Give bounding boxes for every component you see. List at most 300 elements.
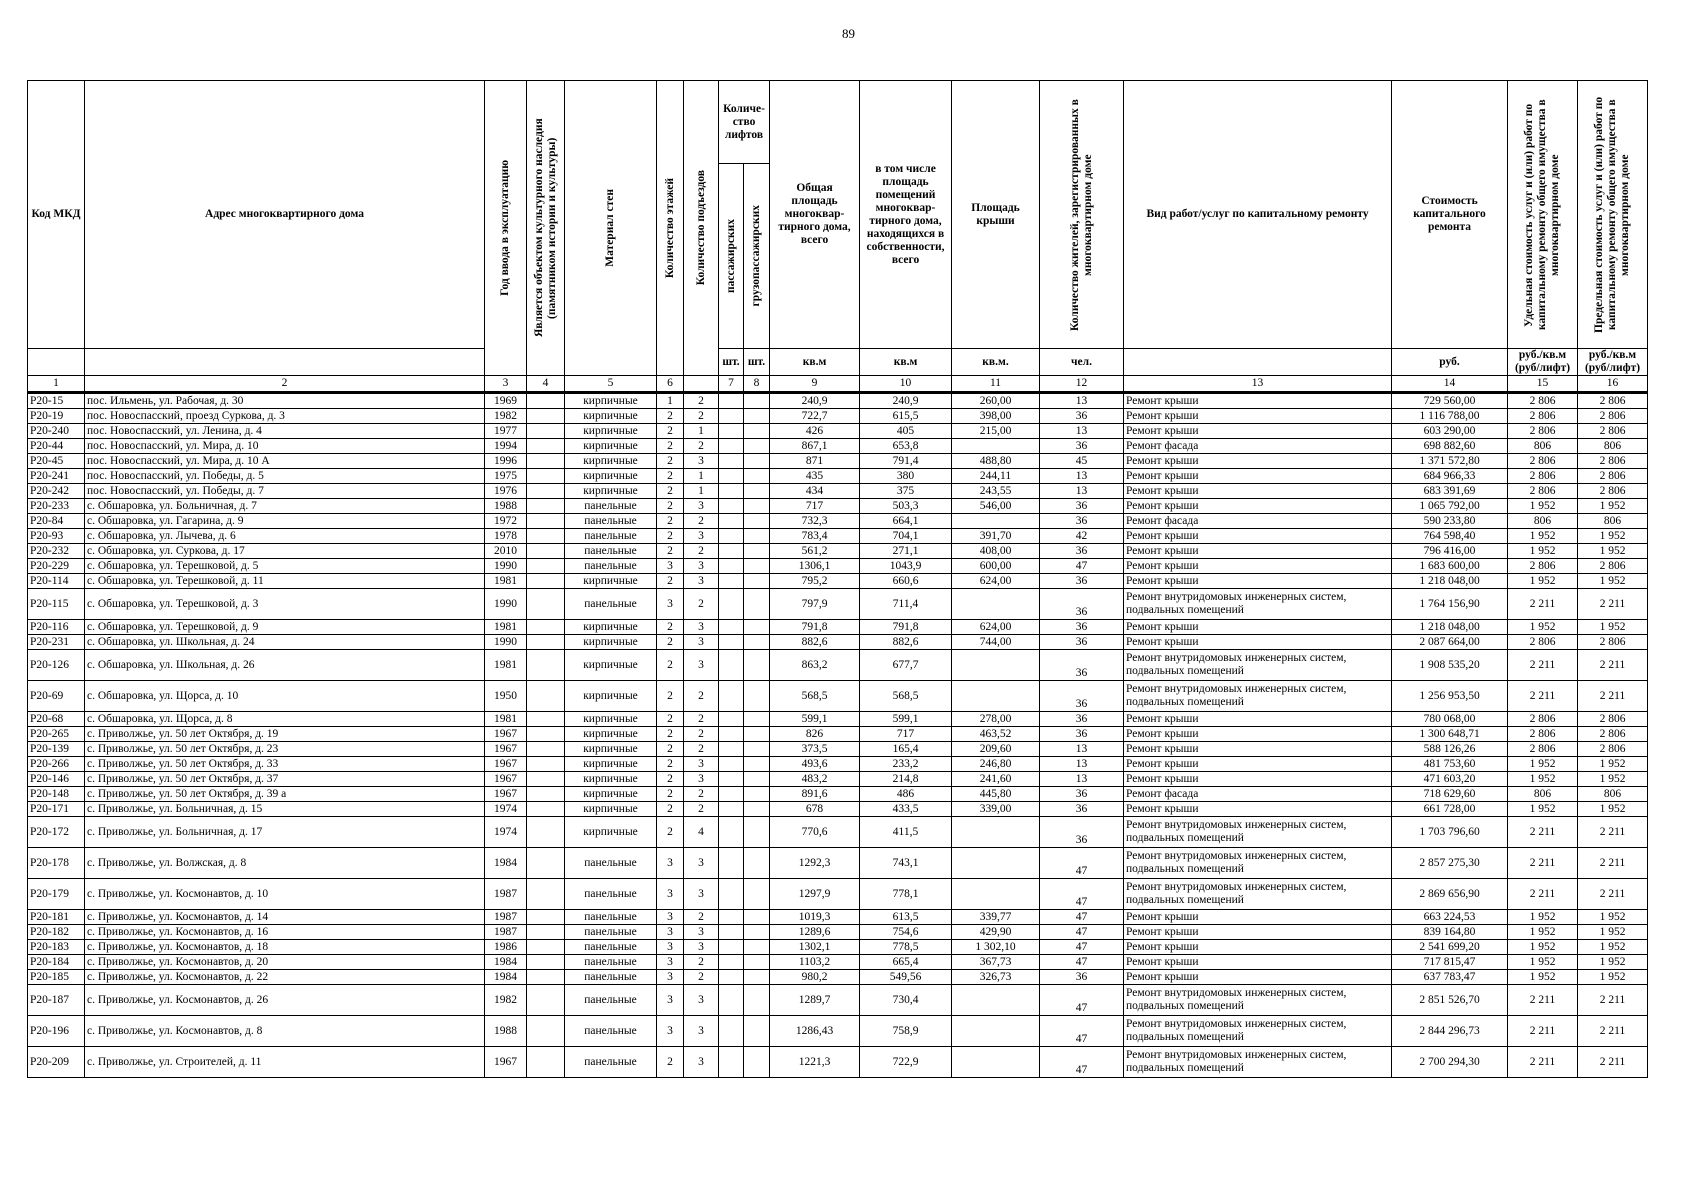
cell-lifts-cargo	[744, 970, 770, 985]
cell-residents: 47	[1040, 985, 1124, 1016]
cell-material: кирпичные	[565, 787, 657, 802]
cell-entrances: 3	[684, 757, 719, 772]
cell-work-type: Ремонт крыши	[1124, 772, 1392, 787]
cell-roof-area: 398,00	[952, 409, 1040, 424]
cell-roof-area	[952, 817, 1040, 848]
col-number: 16	[1578, 376, 1648, 393]
cell-floors: 3	[657, 559, 684, 574]
cell-floors: 3	[657, 1016, 684, 1047]
table-row	[28, 970, 1648, 985]
cell-material: кирпичные	[565, 620, 657, 635]
table-row	[28, 925, 1648, 940]
table-row	[28, 514, 1648, 529]
cell-address: пос. Ильмень, ул. Рабочая, д. 30	[85, 393, 485, 409]
cell-address: с. Приволжье, ул. 50 лет Октября, д. 39 а	[85, 787, 485, 802]
cell-material: кирпичные	[565, 742, 657, 757]
col-number: 10	[860, 376, 952, 393]
cell-max-cost: 1 952	[1578, 499, 1648, 514]
cell-lifts-pass	[719, 650, 744, 681]
cell-work-type: Ремонт фасада	[1124, 514, 1392, 529]
cell-heritage	[527, 817, 565, 848]
cell-roof-area: 600,00	[952, 559, 1040, 574]
cell-unit-cost: 2 806	[1508, 727, 1578, 742]
cell-heritage	[527, 424, 565, 439]
cell-area-owned: 165,4	[860, 742, 952, 757]
cell-address: с. Приволжье, ул. Космонавтов, д. 14	[85, 910, 485, 925]
cell-roof-area: 241,60	[952, 772, 1040, 787]
cell-area-owned: 615,5	[860, 409, 952, 424]
cell-max-cost: 2 806	[1578, 469, 1648, 484]
cell-heritage	[527, 514, 565, 529]
cell-material: кирпичные	[565, 574, 657, 589]
cell-address: с. Обшаровка, ул. Суркова, д. 17	[85, 544, 485, 559]
cell-lifts-pass	[719, 925, 744, 940]
cell-area-owned: 405	[860, 424, 952, 439]
col-number: 13	[1124, 376, 1392, 393]
cell-area-total: 863,2	[770, 650, 860, 681]
cell-area-owned: 660,6	[860, 574, 952, 589]
cell-unit-cost: 806	[1508, 439, 1578, 454]
cell-code: Р20-182	[28, 925, 85, 940]
cell-code: Р20-187	[28, 985, 85, 1016]
cell-unit-cost: 2 806	[1508, 409, 1578, 424]
cell-cost: 1 683 600,00	[1392, 559, 1508, 574]
cell-area-total: 434	[770, 484, 860, 499]
cell-lifts-cargo	[744, 559, 770, 574]
cell-roof-area	[952, 514, 1040, 529]
cell-cost: 1 218 048,00	[1392, 620, 1508, 635]
cell-residents: 36	[1040, 499, 1124, 514]
cell-year: 2010	[485, 544, 527, 559]
cell-year: 1981	[485, 712, 527, 727]
table-row	[28, 469, 1648, 484]
cell-cost: 590 233,80	[1392, 514, 1508, 529]
unit-lifts-pass: шт.	[719, 349, 744, 376]
table-row	[28, 529, 1648, 544]
cell-heritage	[527, 802, 565, 817]
cell-work-type: Ремонт крыши	[1124, 574, 1392, 589]
cell-heritage	[527, 1047, 565, 1078]
cell-lifts-cargo	[744, 910, 770, 925]
cell-year: 1967	[485, 727, 527, 742]
cell-heritage	[527, 910, 565, 925]
table-row	[28, 635, 1648, 650]
cell-unit-cost: 2 211	[1508, 848, 1578, 879]
cell-lifts-pass	[719, 787, 744, 802]
cell-work-type: Ремонт внутридомовых инженерных систем, подвальных помещений	[1124, 650, 1392, 681]
cell-max-cost: 2 806	[1578, 635, 1648, 650]
cell-entrances: 4	[684, 817, 719, 848]
cell-area-owned: 214,8	[860, 772, 952, 787]
cell-cost: 1 256 953,50	[1392, 681, 1508, 712]
cell-address: пос. Новоспасский, ул. Победы, д. 5	[85, 469, 485, 484]
cell-work-type: Ремонт крыши	[1124, 742, 1392, 757]
cell-floors: 2	[657, 727, 684, 742]
cell-lifts-pass	[719, 484, 744, 499]
cell-code: Р20-84	[28, 514, 85, 529]
table-row	[28, 787, 1648, 802]
cell-work-type: Ремонт крыши	[1124, 727, 1392, 742]
cell-heritage	[527, 848, 565, 879]
cell-year: 1982	[485, 985, 527, 1016]
cell-cost: 1 764 156,90	[1392, 589, 1508, 620]
cell-year: 1984	[485, 848, 527, 879]
cell-max-cost: 2 806	[1578, 559, 1648, 574]
cell-heritage	[527, 620, 565, 635]
cell-area-total: 826	[770, 727, 860, 742]
cell-work-type: Ремонт крыши	[1124, 925, 1392, 940]
unit-area-owned: кв.м	[860, 349, 952, 376]
table-row	[28, 772, 1648, 787]
cell-work-type: Ремонт внутридомовых инженерных систем, подвальных помещений	[1124, 985, 1392, 1016]
cell-floors: 3	[657, 925, 684, 940]
cell-unit-cost: 2 211	[1508, 817, 1578, 848]
cell-code: Р20-183	[28, 940, 85, 955]
cell-area-total: 599,1	[770, 712, 860, 727]
cell-lifts-pass	[719, 574, 744, 589]
cell-year: 1990	[485, 559, 527, 574]
cell-area-owned: 411,5	[860, 817, 952, 848]
cell-material: панельные	[565, 514, 657, 529]
col-number	[684, 376, 719, 393]
table-row	[28, 439, 1648, 454]
cell-lifts-pass	[719, 529, 744, 544]
cell-lifts-pass	[719, 879, 744, 910]
cell-roof-area: 246,80	[952, 757, 1040, 772]
cell-lifts-pass	[719, 393, 744, 409]
cell-material: панельные	[565, 1016, 657, 1047]
cell-cost: 780 068,00	[1392, 712, 1508, 727]
cell-year: 1981	[485, 650, 527, 681]
cell-code: Р20-115	[28, 589, 85, 620]
cell-lifts-cargo	[744, 454, 770, 469]
cell-entrances: 3	[684, 1016, 719, 1047]
cell-area-total: 980,2	[770, 970, 860, 985]
cell-floors: 2	[657, 574, 684, 589]
cell-address: с. Обшаровка, ул. Лычева, д. 6	[85, 529, 485, 544]
cell-heritage	[527, 650, 565, 681]
cell-floors: 3	[657, 589, 684, 620]
cell-lifts-cargo	[744, 424, 770, 439]
cell-floors: 2	[657, 620, 684, 635]
cell-area-owned: 375	[860, 484, 952, 499]
table-row	[28, 712, 1648, 727]
cell-max-cost: 1 952	[1578, 620, 1648, 635]
cell-residents: 36	[1040, 712, 1124, 727]
cell-cost: 1 065 792,00	[1392, 499, 1508, 514]
unit-work-type	[1124, 349, 1392, 376]
cell-floors: 2	[657, 772, 684, 787]
cell-work-type: Ремонт фасада	[1124, 439, 1392, 454]
cell-material: панельные	[565, 879, 657, 910]
cell-roof-area	[952, 589, 1040, 620]
cell-roof-area	[952, 681, 1040, 712]
cell-lifts-pass	[719, 544, 744, 559]
cell-material: кирпичные	[565, 650, 657, 681]
cell-work-type: Ремонт крыши	[1124, 955, 1392, 970]
cell-roof-area: 260,00	[952, 393, 1040, 409]
cell-max-cost: 1 952	[1578, 757, 1648, 772]
cell-roof-area	[952, 879, 1040, 910]
cell-area-owned: 240,9	[860, 393, 952, 409]
cell-max-cost: 2 211	[1578, 589, 1648, 620]
cell-area-total: 1103,2	[770, 955, 860, 970]
cell-work-type: Ремонт крыши	[1124, 910, 1392, 925]
cell-lifts-pass	[719, 712, 744, 727]
cell-unit-cost: 1 952	[1508, 802, 1578, 817]
cell-roof-area: 1 302,10	[952, 940, 1040, 955]
cell-heritage	[527, 757, 565, 772]
cell-unit-cost: 1 952	[1508, 757, 1578, 772]
cell-address: с. Приволжье, ул. Космонавтов, д. 18	[85, 940, 485, 955]
cell-entrances: 1	[684, 424, 719, 439]
cell-max-cost: 2 211	[1578, 681, 1648, 712]
cell-area-total: 1292,3	[770, 848, 860, 879]
cell-max-cost: 806	[1578, 514, 1648, 529]
cell-area-total: 717	[770, 499, 860, 514]
cell-work-type: Ремонт крыши	[1124, 469, 1392, 484]
table-row	[28, 559, 1648, 574]
cell-heritage	[527, 439, 565, 454]
cell-material: кирпичные	[565, 393, 657, 409]
cell-residents: 47	[1040, 879, 1124, 910]
cell-floors: 2	[657, 712, 684, 727]
cell-lifts-pass	[719, 910, 744, 925]
cell-residents: 13	[1040, 772, 1124, 787]
cell-material: кирпичные	[565, 772, 657, 787]
cell-lifts-cargo	[744, 787, 770, 802]
table-row	[28, 589, 1648, 620]
cell-entrances: 3	[684, 940, 719, 955]
table-body	[28, 393, 1648, 1078]
cell-work-type: Ремонт внутридомовых инженерных систем, подвальных помещений	[1124, 1047, 1392, 1078]
cell-year: 1987	[485, 879, 527, 910]
cell-material: кирпичные	[565, 757, 657, 772]
cell-cost: 2 869 656,90	[1392, 879, 1508, 910]
cell-cost: 684 966,33	[1392, 469, 1508, 484]
table-row	[28, 985, 1648, 1016]
cell-lifts-cargo	[744, 529, 770, 544]
cell-code: Р20-126	[28, 650, 85, 681]
header-code: Код МКД	[28, 81, 85, 349]
cell-max-cost: 2 806	[1578, 484, 1648, 499]
cell-area-owned: 1043,9	[860, 559, 952, 574]
cell-material: панельные	[565, 499, 657, 514]
cell-code: Р20-184	[28, 955, 85, 970]
table-row	[28, 1047, 1648, 1078]
cell-entrances: 3	[684, 529, 719, 544]
cell-year: 1988	[485, 499, 527, 514]
cell-unit-cost: 2 211	[1508, 650, 1578, 681]
cell-area-owned: 665,4	[860, 955, 952, 970]
table-row	[28, 544, 1648, 559]
cell-lifts-pass	[719, 681, 744, 712]
cell-entrances: 3	[684, 620, 719, 635]
cell-area-owned: 486	[860, 787, 952, 802]
cell-lifts-cargo	[744, 681, 770, 712]
cell-unit-cost: 2 806	[1508, 635, 1578, 650]
cell-lifts-pass	[719, 817, 744, 848]
cell-unit-cost: 2 806	[1508, 712, 1578, 727]
header-material: Материал стен	[565, 81, 657, 376]
cell-work-type: Ремонт крыши	[1124, 529, 1392, 544]
cell-roof-area	[952, 439, 1040, 454]
cell-heritage	[527, 985, 565, 1016]
table-row	[28, 409, 1648, 424]
cell-heritage	[527, 742, 565, 757]
cell-lifts-pass	[719, 620, 744, 635]
cell-heritage	[527, 393, 565, 409]
cell-address: с. Приволжье, ул. Волжская, д. 8	[85, 848, 485, 879]
cell-area-total: 882,6	[770, 635, 860, 650]
cell-code: Р20-229	[28, 559, 85, 574]
cell-lifts-pass	[719, 848, 744, 879]
header-roof-area: Площадь крыши	[952, 81, 1040, 349]
cell-area-owned: 791,8	[860, 620, 952, 635]
cell-code: Р20-265	[28, 727, 85, 742]
cell-heritage	[527, 712, 565, 727]
table-row	[28, 1016, 1648, 1047]
cell-area-total: 797,9	[770, 589, 860, 620]
cell-residents: 36	[1040, 574, 1124, 589]
cell-unit-cost: 2 806	[1508, 742, 1578, 757]
cell-work-type: Ремонт крыши	[1124, 970, 1392, 985]
cell-code: Р20-196	[28, 1016, 85, 1047]
cell-cost: 2 700 294,30	[1392, 1047, 1508, 1078]
cell-year: 1976	[485, 484, 527, 499]
cell-lifts-cargo	[744, 574, 770, 589]
cell-area-owned: 271,1	[860, 544, 952, 559]
cell-heritage	[527, 970, 565, 985]
cell-entrances: 3	[684, 879, 719, 910]
cell-residents: 13	[1040, 484, 1124, 499]
cell-area-total: 493,6	[770, 757, 860, 772]
cell-material: панельные	[565, 589, 657, 620]
cell-residents: 36	[1040, 635, 1124, 650]
cell-floors: 2	[657, 650, 684, 681]
cell-code: Р20-233	[28, 499, 85, 514]
cell-roof-area: 215,00	[952, 424, 1040, 439]
cell-area-owned: 568,5	[860, 681, 952, 712]
cell-heritage	[527, 727, 565, 742]
cell-material: панельные	[565, 940, 657, 955]
cell-address: с. Приволжье, ул. 50 лет Октября, д. 37	[85, 772, 485, 787]
cell-work-type: Ремонт крыши	[1124, 454, 1392, 469]
unit-cost: руб.	[1392, 349, 1508, 376]
cell-lifts-cargo	[744, 439, 770, 454]
cell-floors: 1	[657, 393, 684, 409]
col-number: 5	[565, 376, 657, 393]
cell-entrances: 1	[684, 484, 719, 499]
cell-heritage	[527, 454, 565, 469]
cell-heritage	[527, 879, 565, 910]
cell-unit-cost: 1 952	[1508, 925, 1578, 940]
cell-heritage	[527, 681, 565, 712]
cell-roof-area: 391,70	[952, 529, 1040, 544]
cell-max-cost: 2 806	[1578, 393, 1648, 409]
cell-unit-cost: 806	[1508, 787, 1578, 802]
cell-work-type: Ремонт крыши	[1124, 424, 1392, 439]
header-cost: Стоимость капитального ремонта	[1392, 81, 1508, 349]
cell-lifts-cargo	[744, 650, 770, 681]
cell-unit-cost: 1 952	[1508, 544, 1578, 559]
cell-lifts-cargo	[744, 940, 770, 955]
cell-code: Р20-179	[28, 879, 85, 910]
cell-address: с. Приволжье, ул. Космонавтов, д. 16	[85, 925, 485, 940]
cell-code: Р20-242	[28, 484, 85, 499]
cell-unit-cost: 1 952	[1508, 955, 1578, 970]
cell-floors: 2	[657, 454, 684, 469]
cell-cost: 1 300 648,71	[1392, 727, 1508, 742]
cell-floors: 2	[657, 742, 684, 757]
cell-roof-area: 326,73	[952, 970, 1040, 985]
cell-address: с. Приволжье, ул. Космонавтов, д. 10	[85, 879, 485, 910]
cell-cost: 698 882,60	[1392, 439, 1508, 454]
cell-lifts-pass	[719, 409, 744, 424]
cell-work-type: Ремонт внутридомовых инженерных систем, подвальных помещений	[1124, 879, 1392, 910]
cell-unit-cost: 2 806	[1508, 454, 1578, 469]
cell-area-owned: 613,5	[860, 910, 952, 925]
cell-code: Р20-68	[28, 712, 85, 727]
col-number: 1	[28, 376, 85, 393]
cell-max-cost: 1 952	[1578, 970, 1648, 985]
cell-lifts-pass	[719, 589, 744, 620]
cell-max-cost: 2 211	[1578, 985, 1648, 1016]
cell-roof-area: 488,80	[952, 454, 1040, 469]
cell-cost: 683 391,69	[1392, 484, 1508, 499]
cell-residents: 36	[1040, 802, 1124, 817]
cell-residents: 47	[1040, 955, 1124, 970]
cell-unit-cost: 2 806	[1508, 424, 1578, 439]
cell-address: с. Обшаровка, ул. Школьная, д. 24	[85, 635, 485, 650]
cell-entrances: 2	[684, 393, 719, 409]
cell-area-owned: 711,4	[860, 589, 952, 620]
header-year: Год ввода в эксплуатацию	[485, 81, 527, 376]
cell-address: с. Приволжье, ул. Космонавтов, д. 20	[85, 955, 485, 970]
cell-residents: 36	[1040, 544, 1124, 559]
cell-material: кирпичные	[565, 635, 657, 650]
capital-repair-table	[27, 80, 1648, 1078]
cell-residents: 13	[1040, 757, 1124, 772]
cell-entrances: 3	[684, 848, 719, 879]
cell-area-owned: 882,6	[860, 635, 952, 650]
cell-cost: 764 598,40	[1392, 529, 1508, 544]
cell-max-cost: 1 952	[1578, 544, 1648, 559]
cell-max-cost: 1 952	[1578, 955, 1648, 970]
cell-code: Р20-148	[28, 787, 85, 802]
cell-year: 1986	[485, 940, 527, 955]
cell-year: 1994	[485, 439, 527, 454]
cell-unit-cost: 1 952	[1508, 529, 1578, 544]
cell-heritage	[527, 955, 565, 970]
cell-cost: 637 783,47	[1392, 970, 1508, 985]
table-row	[28, 910, 1648, 925]
cell-work-type: Ремонт крыши	[1124, 544, 1392, 559]
cell-year: 1987	[485, 925, 527, 940]
cell-year: 1967	[485, 1047, 527, 1078]
cell-floors: 2	[657, 484, 684, 499]
cell-area-owned: 730,4	[860, 985, 952, 1016]
cell-unit-cost: 2 211	[1508, 879, 1578, 910]
cell-max-cost: 1 952	[1578, 529, 1648, 544]
cell-address: пос. Новоспасский, проезд Суркова, д. 3	[85, 409, 485, 424]
cell-address: с. Обшаровка, ул. Терешковой, д. 11	[85, 574, 485, 589]
cell-residents: 36	[1040, 439, 1124, 454]
table-row	[28, 424, 1648, 439]
cell-lifts-pass	[719, 499, 744, 514]
cell-entrances: 3	[684, 559, 719, 574]
cell-year: 1984	[485, 970, 527, 985]
